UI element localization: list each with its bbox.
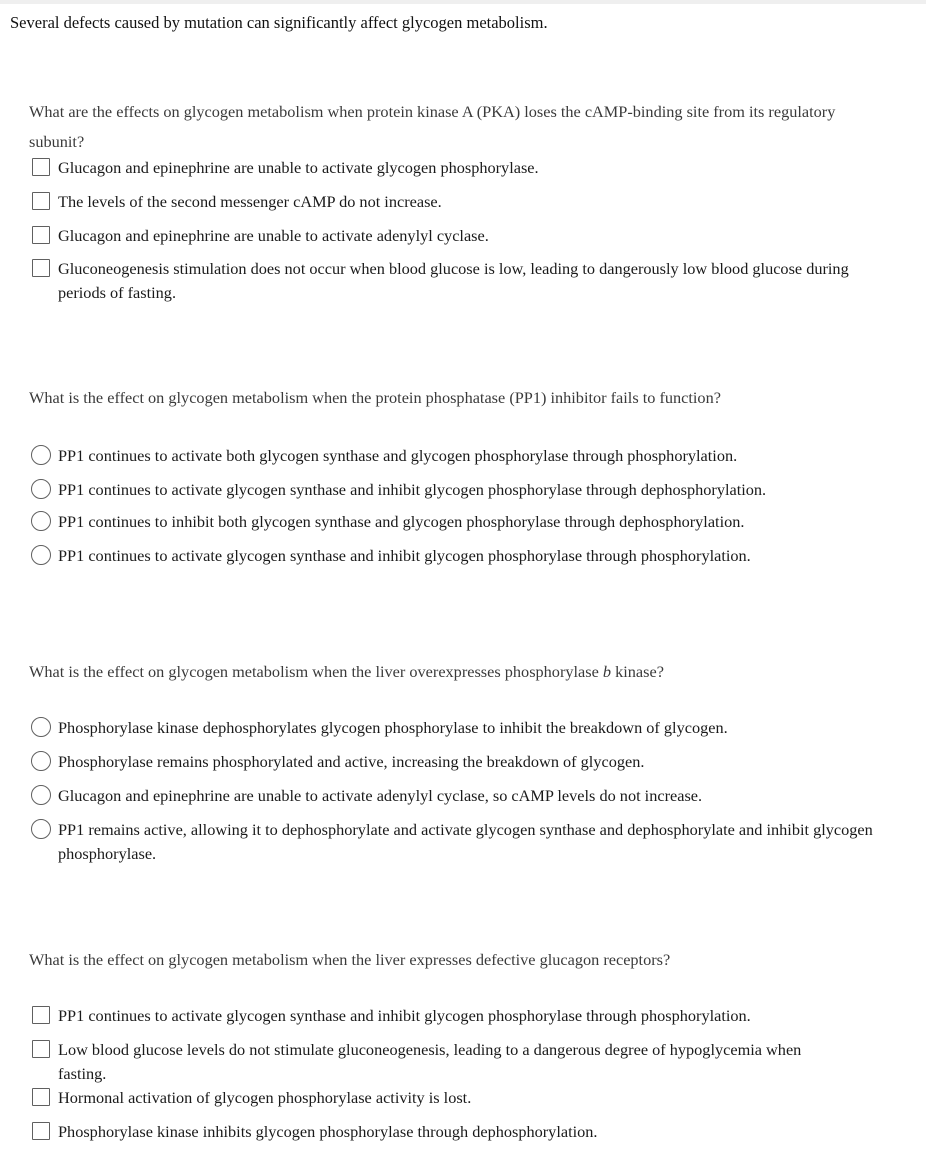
question-1-text: What are the effects on glycogen metabolism when protein kinase A (PKA) loses the cAMP-binding site from its regulatory subunit? xyxy=(29,102,836,151)
option-label: Glucagon and epinephrine are unable to activate adenylyl cyclase. xyxy=(58,226,489,245)
option-label: Hormonal activation of glycogen phosphorylase activity is lost. xyxy=(58,1088,472,1107)
option-label: PP1 continues to activate glycogen synthase and inhibit glycogen phosphorylase through dephosphorylation. xyxy=(58,480,767,499)
option-label: Phosphorylase kinase inhibits glycogen phosphorylase through dephosphorylation. xyxy=(58,1122,598,1141)
option-label: Low blood glucose levels do not stimulate gluconeogenesis, leading to a dangerous degree of hypoglycemia when fasting. xyxy=(58,1040,802,1083)
question-3-text xyxy=(29,657,899,687)
question-2-text: What is the effect on glycogen metabolism when the protein phosphatase (PP1) inhibitor fails to function? xyxy=(29,388,721,407)
option-label: Glucagon and epinephrine are unable to activate glycogen phosphorylase. xyxy=(58,158,539,177)
radio-button[interactable] xyxy=(31,511,51,531)
option-label: PP1 remains active, allowing it to dephosphorylate and activate glycogen synthase and dephosphorylate and inhibit glycogen phosphorylase. xyxy=(58,820,873,863)
question-3-text-start: What is the effect on glycogen metabolism when the liver overexpresses phosphorylase xyxy=(29,662,603,681)
option-label: Gluconeogenesis stimulation does not occur when blood glucose is low, leading to dangerously low blood glucose during periods of fasting. xyxy=(58,259,849,302)
radio-button[interactable] xyxy=(31,479,51,499)
checkbox[interactable] xyxy=(32,1040,50,1058)
radio-button[interactable] xyxy=(31,717,51,737)
page-intro: Several defects caused by mutation can significantly affect glycogen metabolism. xyxy=(10,13,548,32)
checkbox[interactable] xyxy=(32,158,50,176)
question-4-text: What is the effect on glycogen metabolism when the liver expresses defective glucagon receptors? xyxy=(29,950,671,969)
option-label: PP1 continues to activate glycogen synthase and inhibit glycogen phosphorylase through phosphorylation. xyxy=(58,1006,751,1025)
top-divider xyxy=(0,0,926,4)
option-label: The levels of the second messenger cAMP do not increase. xyxy=(58,192,442,211)
option-label: Phosphorylase remains phosphorylated and active, increasing the breakdown of glycogen. xyxy=(58,752,645,771)
question-3-text-italic: b xyxy=(602,662,612,681)
question-3-text-end: kinase? xyxy=(611,662,664,681)
checkbox[interactable] xyxy=(32,1122,50,1140)
radio-button[interactable] xyxy=(31,545,51,565)
option-label: PP1 continues to inhibit both glycogen synthase and glycogen phosphorylase through dephosphorylation. xyxy=(58,512,745,531)
checkbox[interactable] xyxy=(32,1088,50,1106)
checkbox[interactable] xyxy=(32,192,50,210)
checkbox[interactable] xyxy=(32,259,50,277)
checkbox[interactable] xyxy=(32,226,50,244)
option-label: Glucagon and epinephrine are unable to activate adenylyl cyclase, so cAMP levels do not increase. xyxy=(58,786,703,805)
option-label: Phosphorylase kinase dephosphorylates glycogen phosphorylase to inhibit the breakdown of glycogen. xyxy=(58,718,728,737)
option-label: PP1 continues to activate both glycogen synthase and glycogen phosphorylase through phosphorylation. xyxy=(58,446,738,465)
checkbox[interactable] xyxy=(32,1006,50,1024)
radio-button[interactable] xyxy=(31,751,51,771)
radio-button[interactable] xyxy=(31,785,51,805)
radio-button[interactable] xyxy=(31,819,51,839)
option-label: PP1 continues to activate glycogen synthase and inhibit glycogen phosphorylase through phosphorylation. xyxy=(58,546,751,565)
radio-button[interactable] xyxy=(31,445,51,465)
